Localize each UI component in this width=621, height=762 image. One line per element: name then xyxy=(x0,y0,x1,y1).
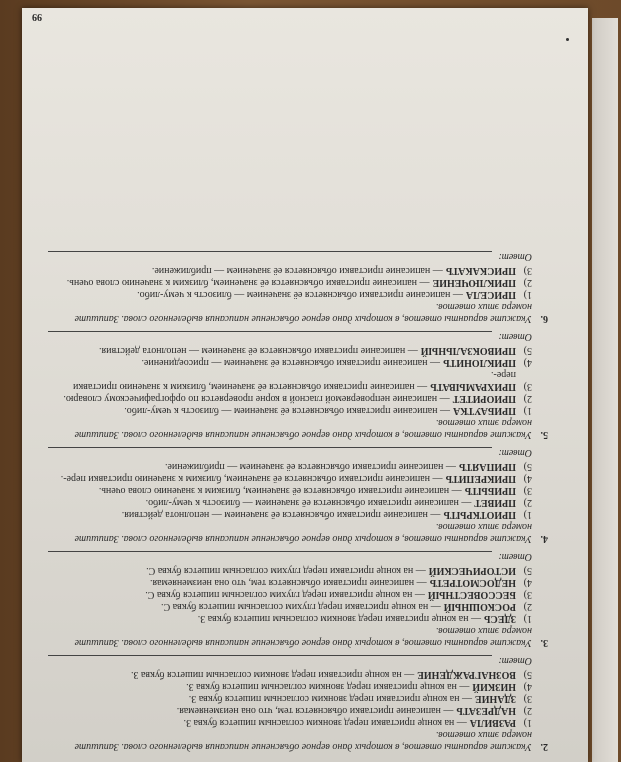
task-block xyxy=(48,550,548,648)
answer-label: Ответ: xyxy=(498,331,532,342)
option-explanation: — на конце приставки перед звонким согласным пишется буква З. xyxy=(183,717,467,728)
option-word: ПРИОТКРЫТЬ xyxy=(443,509,516,520)
option-number: 3) xyxy=(523,265,532,276)
answer-field xyxy=(48,250,532,262)
option-explanation: — написание приставки объясняется её значением — неполнота действия. xyxy=(99,345,418,356)
option-explanation: — написание приставки объясняется её значением — близость к чему-либо. xyxy=(124,405,451,416)
option-explanation: — на конце приставки перед глухим согласным пишется буква С. xyxy=(145,589,425,600)
task-question xyxy=(48,624,548,648)
task-number: 6. xyxy=(540,313,548,324)
answer-option xyxy=(48,588,532,600)
answer-option xyxy=(48,264,532,276)
option-number: 1) xyxy=(523,509,532,520)
task-question xyxy=(48,728,548,752)
task-block xyxy=(48,446,548,544)
option-word: НАДРЕЗАТЬ xyxy=(456,705,516,716)
option-number: 2) xyxy=(523,393,532,404)
option-word: ИСТОРИЧЕСКИЙ xyxy=(428,565,516,576)
page-content-upside-down xyxy=(22,8,588,762)
answer-option xyxy=(48,472,532,484)
answer-option xyxy=(48,716,532,728)
task-question xyxy=(48,520,548,544)
option-explanation: — на конце приставки перед звонким согласным пишется буква З. xyxy=(197,613,481,624)
task-block xyxy=(48,654,548,752)
option-number: 3) xyxy=(523,589,532,600)
option-explanation: — написание приставки объясняется её значением, близким к значению приставки пере-. xyxy=(60,473,443,484)
option-explanation: — написание приставки объясняется её значением — близость к чему-либо. xyxy=(137,289,463,300)
task-number: 4. xyxy=(540,533,548,544)
option-explanation: — написание приставки объясняется её значением — приближение. xyxy=(151,265,443,276)
option-explanation: — на конце приставки перед глухим согласным пишется буква С. xyxy=(146,565,426,576)
answer-option xyxy=(48,356,532,368)
task-question-text: Укажите варианты ответов, в которых дано верное объяснение написания выделенного слова. Запишите номера этих ответов. xyxy=(74,625,532,648)
answer-label: Ответ: xyxy=(498,447,532,458)
option-explanation: — написание приставки объясняется её значением, близким к значению приставки пере-. xyxy=(73,369,516,392)
option-number: 2) xyxy=(523,277,532,288)
answer-option xyxy=(48,460,532,472)
option-word: ПРИСЕЛА xyxy=(465,289,516,300)
option-explanation: — написание приставки объясняется её значением — близость к чему-либо. xyxy=(145,497,472,508)
option-number: 3) xyxy=(523,485,532,496)
answer-label: Ответ: xyxy=(498,655,532,666)
answer-label: Ответ: xyxy=(498,251,532,262)
task-question xyxy=(48,416,548,440)
option-word: РАЗВИЛА xyxy=(469,717,516,728)
answer-field xyxy=(48,446,532,458)
option-number: 5) xyxy=(523,461,532,472)
option-explanation: — написание приставки объясняется её значением, близким к значению слова очень. xyxy=(66,277,430,288)
option-explanation: — написание приставки объясняется её значением — приближение. xyxy=(164,461,456,472)
option-word: ПРИСКАКАТЬ xyxy=(445,265,516,276)
next-page-edge xyxy=(592,18,618,762)
answer-option xyxy=(48,484,532,496)
option-word: БЕССОВЕСТНЫЙ xyxy=(427,589,516,600)
answer-label: Ответ: xyxy=(498,551,532,562)
option-word: ПРИВЕТ xyxy=(474,497,516,508)
binding-dot xyxy=(566,38,569,41)
answer-field xyxy=(48,654,532,666)
answer-option xyxy=(48,600,532,612)
answer-line xyxy=(48,331,492,342)
task-number: 5. xyxy=(540,429,548,440)
option-explanation: — написание приставки объясняется её значением — неполнота действия. xyxy=(121,509,441,520)
option-number: 4) xyxy=(523,473,532,484)
option-number: 5) xyxy=(523,669,532,680)
answer-line xyxy=(48,655,492,666)
option-number: 3) xyxy=(523,693,532,704)
answer-option xyxy=(48,576,532,588)
option-number: 4) xyxy=(523,681,532,692)
option-word: ЗДАНИЕ xyxy=(475,693,516,704)
option-number: 5) xyxy=(523,345,532,356)
answer-option xyxy=(48,496,532,508)
option-word: ПРИПАЯТЬ xyxy=(458,461,516,472)
tasks-list xyxy=(48,244,548,752)
option-explanation: — написание приставки объясняется тем, что она неизменяемая. xyxy=(150,577,427,588)
option-word: ЗДЕСЬ xyxy=(483,613,516,624)
option-word: ПРИБЫТЬ xyxy=(464,485,516,496)
option-explanation: — написание непроверяемой гласной в корне проверяется по орфографическому словарю. xyxy=(63,393,450,404)
answer-option xyxy=(48,680,532,692)
task-question-text: Укажите варианты ответов, в которых дано верное объяснение написания выделенного слова. Запишите номера этих ответов. xyxy=(74,521,532,544)
answer-option xyxy=(48,344,532,356)
task-question xyxy=(48,300,548,324)
option-word: ПРИКЛЮЧЕНИЕ xyxy=(432,277,516,288)
answer-option xyxy=(48,692,532,704)
option-explanation: — на конце приставки перед звонким согласным пишется буква З. xyxy=(188,693,472,704)
task-number: 3. xyxy=(540,637,548,648)
option-number: 5) xyxy=(523,565,532,576)
option-word: ПРИОРИТЕТ xyxy=(452,393,516,404)
answer-option xyxy=(48,288,532,300)
answer-option xyxy=(48,704,532,716)
option-explanation: — на конце приставки перед глухим согласным пишется буква С. xyxy=(161,601,441,612)
answer-line xyxy=(48,551,492,562)
option-explanation: — написание приставки объясняется её значением, близким к значению слова очень. xyxy=(98,485,462,496)
option-number: 4) xyxy=(523,577,532,588)
option-explanation: — на конце приставки перед звонким согласным пишется буква З. xyxy=(186,681,470,692)
option-number: 1) xyxy=(523,717,532,728)
option-word: ВОЗНАГРАЖДЕНИЕ xyxy=(417,669,516,680)
answer-line xyxy=(48,447,492,458)
answer-line xyxy=(48,251,492,262)
option-word: ПРИБАУТКА xyxy=(453,405,516,416)
option-number: 4) xyxy=(523,357,532,368)
option-number: 1) xyxy=(523,613,532,624)
answer-option xyxy=(48,612,532,624)
option-number: 2) xyxy=(523,601,532,612)
option-word: ПРИКРЕПИТЬ xyxy=(445,473,516,484)
option-explanation: — написание приставки объясняется тем, что она неизменяемая. xyxy=(176,705,454,716)
option-word: ПРИВОКЗАЛЬНЫЙ xyxy=(420,345,516,356)
task-block xyxy=(48,250,548,324)
answer-option xyxy=(48,508,532,520)
option-number: 2) xyxy=(523,705,532,716)
answer-option xyxy=(48,368,532,392)
option-word: НИЗКИЙ xyxy=(472,681,516,692)
answer-option xyxy=(48,564,532,576)
option-explanation: — написание приставки объясняется её значением — присоединение. xyxy=(141,357,441,368)
option-word: РОСКОШНЫЙ xyxy=(443,601,516,612)
task-question-text: Укажите варианты ответов, в которых дано верное объяснение написания выделенного слова. Запишите номера этих ответов. xyxy=(74,417,532,440)
option-number: 1) xyxy=(523,405,532,416)
task-question-text: Укажите варианты ответов, в которых дано верное объяснение написания выделенного слова. Запишите номера этих ответов. xyxy=(74,729,532,752)
option-number: 3) xyxy=(523,381,532,392)
answer-field xyxy=(48,330,532,342)
option-word: НЕДОСМОТРЕТЬ xyxy=(429,577,516,588)
task-block xyxy=(48,330,548,440)
option-word: ПРИХРАМЫВАТЬ xyxy=(430,381,516,392)
option-number: 2) xyxy=(523,497,532,508)
answer-option xyxy=(48,392,532,404)
option-word: ПРИКЛОНИТЬ xyxy=(443,357,516,368)
task-question-text: Укажите варианты ответов, в которых дано верное объяснение написания выделенного слова. Запишите номера этих ответов. xyxy=(74,301,532,324)
option-explanation: — на конце приставки перед звонким согласным пишется буква З. xyxy=(130,669,415,680)
answer-option xyxy=(48,276,532,288)
task-number: 2. xyxy=(540,741,548,752)
option-number: 1) xyxy=(523,289,532,300)
page-number: 99 xyxy=(32,11,42,22)
answer-option xyxy=(48,668,532,680)
answer-field xyxy=(48,550,532,562)
answer-option xyxy=(48,404,532,416)
